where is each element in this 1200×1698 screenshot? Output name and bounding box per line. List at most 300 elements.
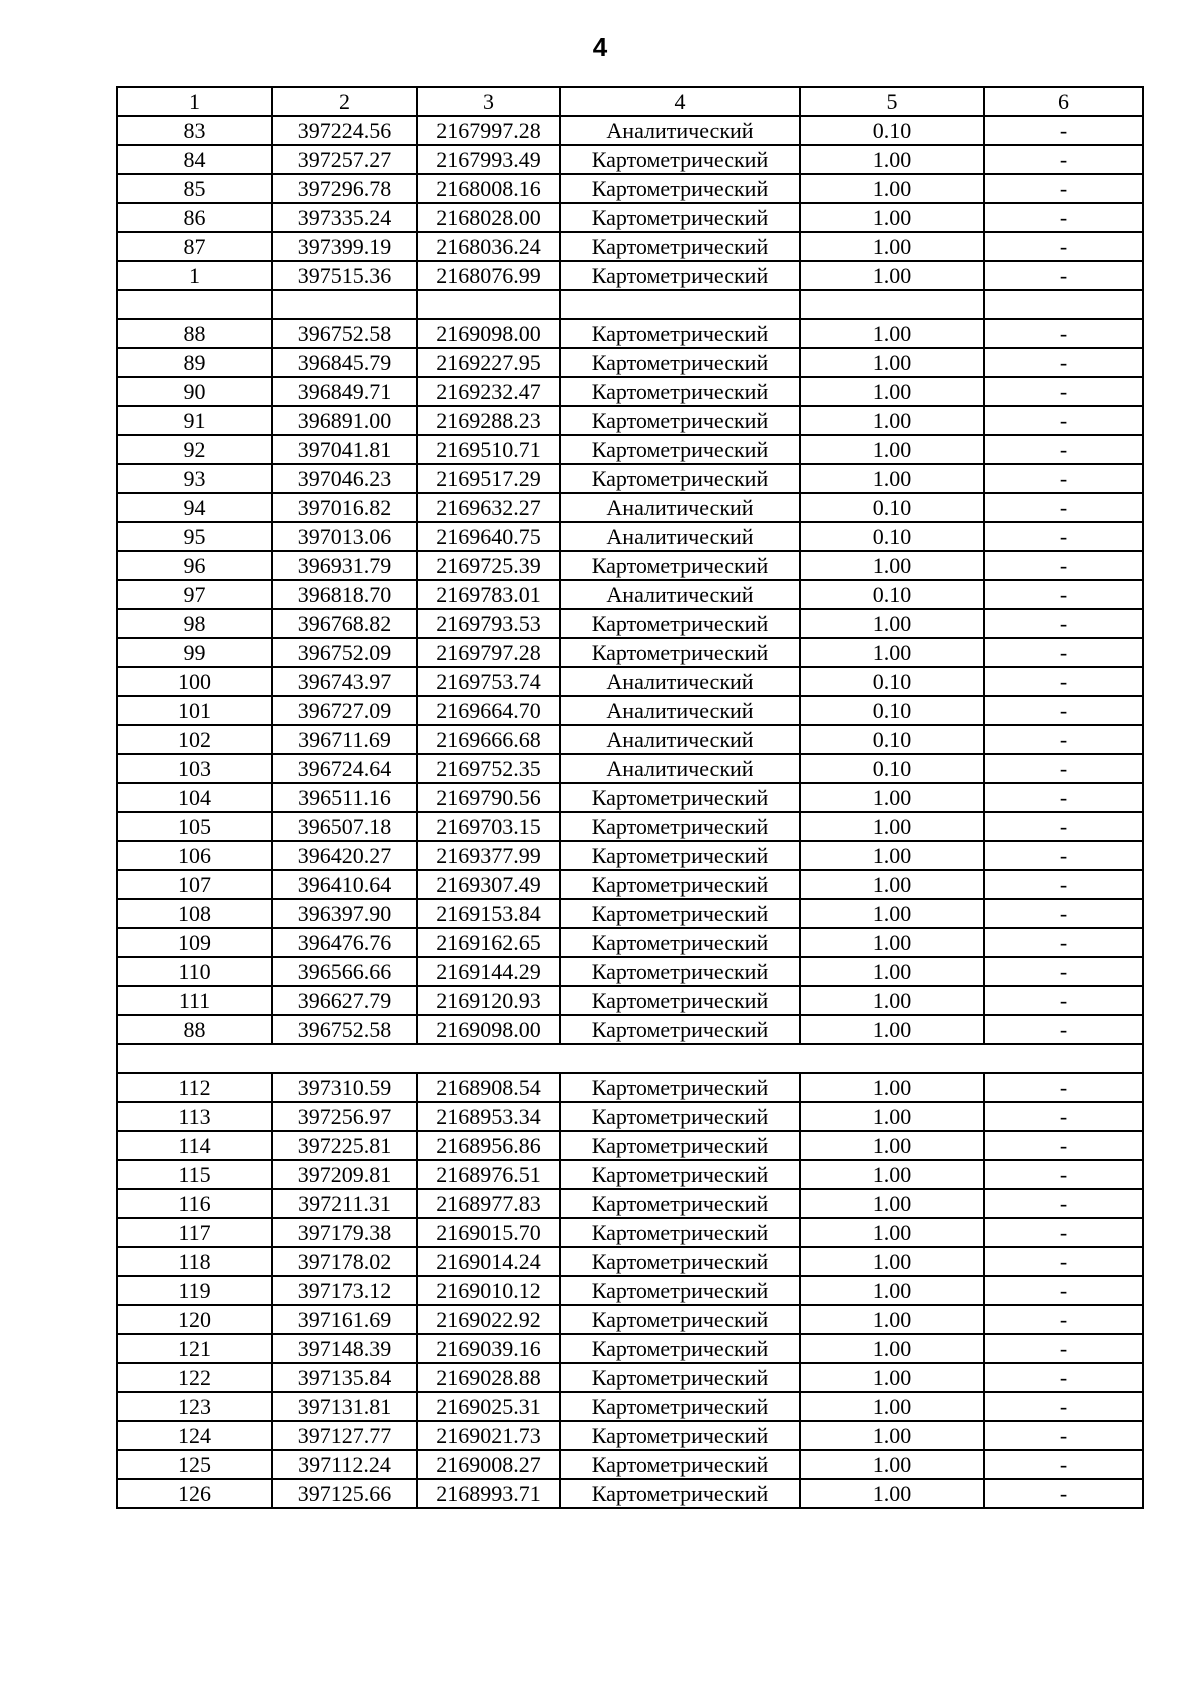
point-number-cell: 88 — [117, 1015, 272, 1044]
table-row — [117, 116, 1143, 145]
accuracy-cell: 1.00 — [800, 1015, 984, 1044]
separator-row — [117, 1044, 1143, 1073]
point-number-cell: 114 — [117, 1131, 272, 1160]
method-cell: Аналитический — [560, 580, 800, 609]
note-cell: 6 — [984, 87, 1143, 116]
accuracy-cell: 1.00 — [800, 986, 984, 1015]
point-number-cell: 88 — [117, 319, 272, 348]
x-coordinate-cell: 397016.82 — [272, 493, 417, 522]
x-coordinate-cell: 397515.36 — [272, 261, 417, 290]
point-number-cell: 113 — [117, 1102, 272, 1131]
note-cell: - — [984, 754, 1143, 783]
point-number-cell: 96 — [117, 551, 272, 580]
table-row — [117, 1421, 1143, 1450]
accuracy-cell: 1.00 — [800, 1247, 984, 1276]
x-coordinate-cell: 397179.38 — [272, 1218, 417, 1247]
point-number-cell: 102 — [117, 725, 272, 754]
note-cell: - — [984, 551, 1143, 580]
point-number-cell: 104 — [117, 783, 272, 812]
x-coordinate-cell: 396420.27 — [272, 841, 417, 870]
note-cell: - — [984, 1131, 1143, 1160]
point-number-cell: 125 — [117, 1450, 272, 1479]
y-coordinate-cell: 2169153.84 — [417, 899, 560, 928]
x-coordinate-cell: 396845.79 — [272, 348, 417, 377]
accuracy-cell: 1.00 — [800, 406, 984, 435]
table-row — [117, 493, 1143, 522]
point-number-cell: 99 — [117, 638, 272, 667]
point-number-cell: 90 — [117, 377, 272, 406]
note-cell: - — [984, 609, 1143, 638]
point-number-cell: 123 — [117, 1392, 272, 1421]
method-cell: Картометрический — [560, 1247, 800, 1276]
table-row — [117, 812, 1143, 841]
x-coordinate-cell: 396711.69 — [272, 725, 417, 754]
x-coordinate-cell: 2 — [272, 87, 417, 116]
accuracy-cell: 1.00 — [800, 1073, 984, 1102]
table-row — [117, 174, 1143, 203]
note-cell: - — [984, 725, 1143, 754]
point-number-cell: 100 — [117, 667, 272, 696]
accuracy-cell: 1.00 — [800, 174, 984, 203]
y-coordinate-cell: 2169753.74 — [417, 667, 560, 696]
note-cell: - — [984, 1015, 1143, 1044]
x-coordinate-cell: 396511.16 — [272, 783, 417, 812]
method-cell: Картометрический — [560, 1479, 800, 1508]
accuracy-cell: 1.00 — [800, 1363, 984, 1392]
y-coordinate-cell: 2169664.70 — [417, 696, 560, 725]
note-cell: - — [984, 1247, 1143, 1276]
note-cell: - — [984, 1479, 1143, 1508]
accuracy-cell: 1.00 — [800, 1392, 984, 1421]
method-cell: 4 — [560, 87, 800, 116]
y-coordinate-cell: 2169144.29 — [417, 957, 560, 986]
x-coordinate-cell: 396743.97 — [272, 667, 417, 696]
point-number-cell: 126 — [117, 1479, 272, 1508]
table-row — [117, 725, 1143, 754]
table-row — [117, 957, 1143, 986]
accuracy-cell: 1.00 — [800, 609, 984, 638]
method-cell: Картометрический — [560, 174, 800, 203]
method-cell: Картометрический — [560, 1450, 800, 1479]
accuracy-cell: 1.00 — [800, 203, 984, 232]
x-coordinate-cell: 397224.56 — [272, 116, 417, 145]
method-cell: Картометрический — [560, 348, 800, 377]
x-coordinate-cell: 396768.82 — [272, 609, 417, 638]
y-coordinate-cell: 2169703.15 — [417, 812, 560, 841]
accuracy-cell: 5 — [800, 87, 984, 116]
accuracy-cell: 1.00 — [800, 435, 984, 464]
point-number-cell: 1 — [117, 87, 272, 116]
y-coordinate-cell: 2169227.95 — [417, 348, 560, 377]
note-cell: - — [984, 174, 1143, 203]
y-coordinate-cell: 2169014.24 — [417, 1247, 560, 1276]
y-coordinate-cell: 2168976.51 — [417, 1160, 560, 1189]
note-cell: - — [984, 406, 1143, 435]
accuracy-cell: 1.00 — [800, 232, 984, 261]
table-row — [117, 1073, 1143, 1102]
table-row — [117, 464, 1143, 493]
method-cell: Картометрический — [560, 638, 800, 667]
y-coordinate-cell: 3 — [417, 87, 560, 116]
note-cell: - — [984, 870, 1143, 899]
accuracy-cell: 0.10 — [800, 116, 984, 145]
y-coordinate-cell: 2168953.34 — [417, 1102, 560, 1131]
method-cell: Картометрический — [560, 812, 800, 841]
point-number-cell: 86 — [117, 203, 272, 232]
note-cell: - — [984, 203, 1143, 232]
method-cell: Картометрический — [560, 377, 800, 406]
method-cell: Картометрический — [560, 870, 800, 899]
accuracy-cell: 1.00 — [800, 1189, 984, 1218]
x-coordinate-cell: 397225.81 — [272, 1131, 417, 1160]
table-row — [117, 551, 1143, 580]
note-cell: - — [984, 696, 1143, 725]
point-number-cell: 121 — [117, 1334, 272, 1363]
table-row — [117, 1160, 1143, 1189]
point-number-cell: 87 — [117, 232, 272, 261]
accuracy-cell: 1.00 — [800, 464, 984, 493]
y-coordinate-cell: 2169797.28 — [417, 638, 560, 667]
point-number-cell: 91 — [117, 406, 272, 435]
x-coordinate-cell: 397399.19 — [272, 232, 417, 261]
x-coordinate-cell: 397046.23 — [272, 464, 417, 493]
y-coordinate-cell: 2169028.88 — [417, 1363, 560, 1392]
method-cell: Картометрический — [560, 1218, 800, 1247]
accuracy-cell: 0.10 — [800, 696, 984, 725]
table-row — [117, 696, 1143, 725]
x-coordinate-cell: 396931.79 — [272, 551, 417, 580]
y-coordinate-cell: 2169632.27 — [417, 493, 560, 522]
table-row — [117, 986, 1143, 1015]
accuracy-cell: 1.00 — [800, 319, 984, 348]
table-row — [117, 377, 1143, 406]
note-cell: - — [984, 638, 1143, 667]
empty-cell — [560, 290, 800, 319]
accuracy-cell: 1.00 — [800, 1450, 984, 1479]
x-coordinate-cell: 396818.70 — [272, 580, 417, 609]
table-row — [117, 1218, 1143, 1247]
point-number-cell: 107 — [117, 870, 272, 899]
note-cell: - — [984, 261, 1143, 290]
table-row — [117, 319, 1143, 348]
note-cell: - — [984, 783, 1143, 812]
note-cell: - — [984, 1102, 1143, 1131]
note-cell: - — [984, 1189, 1143, 1218]
point-number-cell: 98 — [117, 609, 272, 638]
y-coordinate-cell: 2169022.92 — [417, 1305, 560, 1334]
table-row — [117, 783, 1143, 812]
point-number-cell: 93 — [117, 464, 272, 493]
method-cell: Картометрический — [560, 783, 800, 812]
y-coordinate-cell: 2169377.99 — [417, 841, 560, 870]
note-cell: - — [984, 667, 1143, 696]
note-cell: - — [984, 899, 1143, 928]
y-coordinate-cell: 2168908.54 — [417, 1073, 560, 1102]
page-number: 4 — [592, 32, 608, 62]
x-coordinate-cell: 396566.66 — [272, 957, 417, 986]
x-coordinate-cell: 397209.81 — [272, 1160, 417, 1189]
accuracy-cell: 1.00 — [800, 928, 984, 957]
note-cell: - — [984, 957, 1143, 986]
method-cell: Картометрический — [560, 203, 800, 232]
method-cell: Аналитический — [560, 754, 800, 783]
note-cell: - — [984, 1073, 1143, 1102]
method-cell: Картометрический — [560, 551, 800, 580]
separator-row — [117, 290, 1143, 319]
method-cell: Аналитический — [560, 493, 800, 522]
method-cell: Картометрический — [560, 435, 800, 464]
table-row — [117, 638, 1143, 667]
table-row — [117, 435, 1143, 464]
point-number-cell: 105 — [117, 812, 272, 841]
y-coordinate-cell: 2169790.56 — [417, 783, 560, 812]
note-cell: - — [984, 812, 1143, 841]
note-cell: - — [984, 522, 1143, 551]
note-cell: - — [984, 435, 1143, 464]
method-cell: Картометрический — [560, 261, 800, 290]
table-row — [117, 145, 1143, 174]
x-coordinate-cell: 396724.64 — [272, 754, 417, 783]
table-row — [117, 609, 1143, 638]
accuracy-cell: 0.10 — [800, 580, 984, 609]
note-cell: - — [984, 580, 1143, 609]
empty-cell — [117, 290, 272, 319]
method-cell: Аналитический — [560, 667, 800, 696]
table-row — [117, 1189, 1143, 1218]
x-coordinate-cell: 397127.77 — [272, 1421, 417, 1450]
y-coordinate-cell: 2169025.31 — [417, 1392, 560, 1421]
method-cell: Картометрический — [560, 957, 800, 986]
empty-cell — [984, 290, 1143, 319]
x-coordinate-cell: 396627.79 — [272, 986, 417, 1015]
method-cell: Картометрический — [560, 1160, 800, 1189]
accuracy-cell: 0.10 — [800, 667, 984, 696]
x-coordinate-cell: 397211.31 — [272, 1189, 417, 1218]
table-row — [117, 1363, 1143, 1392]
point-number-cell: 118 — [117, 1247, 272, 1276]
method-cell: Картометрический — [560, 145, 800, 174]
y-coordinate-cell: 2168956.86 — [417, 1131, 560, 1160]
x-coordinate-cell: 397335.24 — [272, 203, 417, 232]
point-number-cell: 120 — [117, 1305, 272, 1334]
method-cell: Картометрический — [560, 1189, 800, 1218]
note-cell: - — [984, 1305, 1143, 1334]
point-number-cell: 111 — [117, 986, 272, 1015]
method-cell: Картометрический — [560, 232, 800, 261]
method-cell: Картометрический — [560, 986, 800, 1015]
point-number-cell: 1 — [117, 261, 272, 290]
x-coordinate-cell: 396891.00 — [272, 406, 417, 435]
table-row — [117, 406, 1143, 435]
point-number-cell: 94 — [117, 493, 272, 522]
note-cell: - — [984, 116, 1143, 145]
x-coordinate-cell: 397178.02 — [272, 1247, 417, 1276]
table-row — [117, 1479, 1143, 1508]
note-cell: - — [984, 1160, 1143, 1189]
note-cell: - — [984, 1276, 1143, 1305]
x-coordinate-cell: 396476.76 — [272, 928, 417, 957]
accuracy-cell: 1.00 — [800, 1131, 984, 1160]
note-cell: - — [984, 1334, 1143, 1363]
y-coordinate-cell: 2169010.12 — [417, 1276, 560, 1305]
coordinates-table-body — [117, 87, 1143, 1508]
x-coordinate-cell: 397296.78 — [272, 174, 417, 203]
y-coordinate-cell: 2169640.75 — [417, 522, 560, 551]
point-number-cell: 116 — [117, 1189, 272, 1218]
y-coordinate-cell: 2169021.73 — [417, 1421, 560, 1450]
method-cell: Картометрический — [560, 841, 800, 870]
table-row — [117, 1305, 1143, 1334]
y-coordinate-cell: 2169307.49 — [417, 870, 560, 899]
empty-cell — [117, 1044, 1143, 1073]
y-coordinate-cell: 2169008.27 — [417, 1450, 560, 1479]
accuracy-cell: 1.00 — [800, 870, 984, 899]
x-coordinate-cell: 397135.84 — [272, 1363, 417, 1392]
accuracy-cell: 1.00 — [800, 551, 984, 580]
point-number-cell: 84 — [117, 145, 272, 174]
y-coordinate-cell: 2169015.70 — [417, 1218, 560, 1247]
empty-cell — [272, 290, 417, 319]
note-cell: - — [984, 377, 1143, 406]
method-cell: Картометрический — [560, 1073, 800, 1102]
method-cell: Аналитический — [560, 696, 800, 725]
point-number-cell: 109 — [117, 928, 272, 957]
accuracy-cell: 1.00 — [800, 783, 984, 812]
accuracy-cell: 1.00 — [800, 638, 984, 667]
point-number-cell: 110 — [117, 957, 272, 986]
accuracy-cell: 1.00 — [800, 377, 984, 406]
table-row — [117, 928, 1143, 957]
point-number-cell: 95 — [117, 522, 272, 551]
note-cell: - — [984, 1392, 1143, 1421]
x-coordinate-cell: 396727.09 — [272, 696, 417, 725]
method-cell: Картометрический — [560, 1305, 800, 1334]
accuracy-cell: 1.00 — [800, 261, 984, 290]
point-number-cell: 89 — [117, 348, 272, 377]
accuracy-cell: 0.10 — [800, 522, 984, 551]
x-coordinate-cell: 397161.69 — [272, 1305, 417, 1334]
x-coordinate-cell: 396397.90 — [272, 899, 417, 928]
note-cell: - — [984, 1218, 1143, 1247]
table-row — [117, 870, 1143, 899]
x-coordinate-cell: 397310.59 — [272, 1073, 417, 1102]
y-coordinate-cell: 2167997.28 — [417, 116, 560, 145]
table-row — [117, 1015, 1143, 1044]
y-coordinate-cell: 2168028.00 — [417, 203, 560, 232]
method-cell: Картометрический — [560, 928, 800, 957]
point-number-cell: 124 — [117, 1421, 272, 1450]
y-coordinate-cell: 2168076.99 — [417, 261, 560, 290]
accuracy-cell: 1.00 — [800, 1102, 984, 1131]
x-coordinate-cell: 397257.27 — [272, 145, 417, 174]
accuracy-cell: 1.00 — [800, 1218, 984, 1247]
y-coordinate-cell: 2169098.00 — [417, 1015, 560, 1044]
x-coordinate-cell: 397112.24 — [272, 1450, 417, 1479]
point-number-cell: 108 — [117, 899, 272, 928]
method-cell: Картометрический — [560, 1276, 800, 1305]
table-row — [117, 1131, 1143, 1160]
point-number-cell: 83 — [117, 116, 272, 145]
note-cell: - — [984, 232, 1143, 261]
table-row — [117, 522, 1143, 551]
empty-cell — [800, 290, 984, 319]
table-row — [117, 203, 1143, 232]
table-row — [117, 667, 1143, 696]
y-coordinate-cell: 2168008.16 — [417, 174, 560, 203]
y-coordinate-cell: 2169162.65 — [417, 928, 560, 957]
accuracy-cell: 1.00 — [800, 1421, 984, 1450]
accuracy-cell: 1.00 — [800, 1305, 984, 1334]
note-cell: - — [984, 319, 1143, 348]
coordinates-table — [116, 86, 1144, 1509]
accuracy-cell: 1.00 — [800, 899, 984, 928]
x-coordinate-cell: 396410.64 — [272, 870, 417, 899]
note-cell: - — [984, 1450, 1143, 1479]
point-number-cell: 115 — [117, 1160, 272, 1189]
method-cell: Картометрический — [560, 1131, 800, 1160]
point-number-cell: 101 — [117, 696, 272, 725]
point-number-cell: 106 — [117, 841, 272, 870]
table-row — [117, 841, 1143, 870]
x-coordinate-cell: 397148.39 — [272, 1334, 417, 1363]
point-number-cell: 103 — [117, 754, 272, 783]
method-cell: Картометрический — [560, 1015, 800, 1044]
method-cell: Аналитический — [560, 116, 800, 145]
y-coordinate-cell: 2168036.24 — [417, 232, 560, 261]
note-cell: - — [984, 1421, 1143, 1450]
x-coordinate-cell: 396752.09 — [272, 638, 417, 667]
accuracy-cell: 1.00 — [800, 1479, 984, 1508]
accuracy-cell: 1.00 — [800, 348, 984, 377]
accuracy-cell: 0.10 — [800, 725, 984, 754]
x-coordinate-cell: 396507.18 — [272, 812, 417, 841]
y-coordinate-cell: 2169666.68 — [417, 725, 560, 754]
note-cell: - — [984, 986, 1143, 1015]
note-cell: - — [984, 464, 1143, 493]
table-row — [117, 1276, 1143, 1305]
x-coordinate-cell: 397131.81 — [272, 1392, 417, 1421]
note-cell: - — [984, 493, 1143, 522]
point-number-cell: 97 — [117, 580, 272, 609]
y-coordinate-cell: 2169510.71 — [417, 435, 560, 464]
method-cell: Аналитический — [560, 522, 800, 551]
y-coordinate-cell: 2169120.93 — [417, 986, 560, 1015]
note-cell: - — [984, 928, 1143, 957]
x-coordinate-cell: 396849.71 — [272, 377, 417, 406]
method-cell: Картометрический — [560, 609, 800, 638]
method-cell: Картометрический — [560, 464, 800, 493]
y-coordinate-cell: 2169752.35 — [417, 754, 560, 783]
method-cell: Картометрический — [560, 406, 800, 435]
note-cell: - — [984, 348, 1143, 377]
table-row — [117, 1450, 1143, 1479]
method-cell: Картометрический — [560, 899, 800, 928]
y-coordinate-cell: 2167993.49 — [417, 145, 560, 174]
x-coordinate-cell: 396752.58 — [272, 319, 417, 348]
y-coordinate-cell: 2169517.29 — [417, 464, 560, 493]
method-cell: Картометрический — [560, 1421, 800, 1450]
table-row — [117, 1247, 1143, 1276]
method-cell: Картометрический — [560, 1102, 800, 1131]
note-cell: - — [984, 841, 1143, 870]
table-row — [117, 261, 1143, 290]
x-coordinate-cell: 397041.81 — [272, 435, 417, 464]
method-cell: Картометрический — [560, 319, 800, 348]
y-coordinate-cell: 2169039.16 — [417, 1334, 560, 1363]
table-row — [117, 899, 1143, 928]
point-number-cell: 92 — [117, 435, 272, 464]
accuracy-cell: 1.00 — [800, 841, 984, 870]
